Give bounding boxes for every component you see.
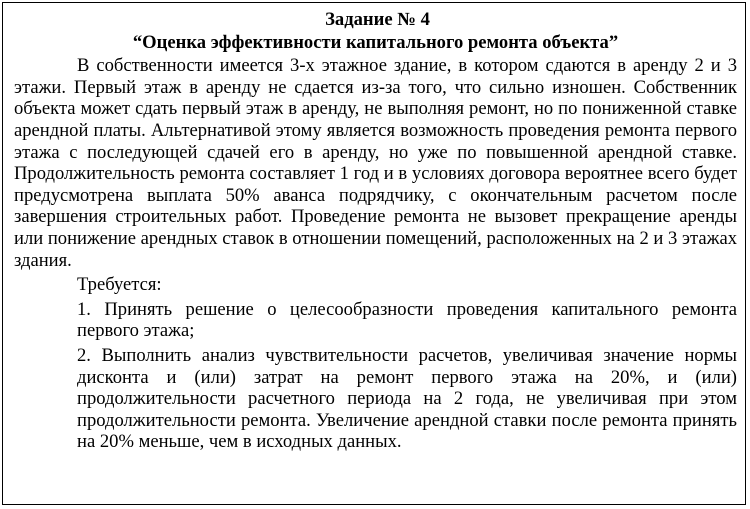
task-subtitle: “Оценка эффективности капитального ремонта объекта” [132,31,619,53]
task-document [2,2,746,505]
requirement-item-1: 1. Принять решение о целесообразности проведения капитального ремонта первого этажа; [77,298,737,342]
requirement-item-2: 2. Выполнить анализ чувствительности расчетов, увеличивая значение нормы дисконта и (или) затрат на ремонт первого этажа на 20%, и (или) продолжительности расчетного периода на 2 года, не увеличивая при этом продолжительности ремонта. Увеличение арендной ставки после ремонта принять на 20% меньше, чем в исходных данных. [77,344,737,453]
task-title: Задание № 4 [325,9,430,30]
requirement-label: Требуется: [77,274,162,296]
task-body-paragraph: В собственности имеется 3-х этажное здание, в котором сдаются в аренду 2 и 3 этажи. Первый этаж в аренду не сдается из-за того, что сильно изношен. Собственник объекта может сдать первый этаж в аренду, не выполняя ремонт, но по пониженной ставке арендной платы. Альтернативой этому является возможность проведения ремонта первого этажа с последующей сдачей его в аренду, но уже по повышенной арендной ставке. Продолжительность ремонта составляет 1 год и в условиях договора вероятнее всего будет предусмотрена выплата 50% аванса подрядчику, с окончательным расчетом после завершения строительных работ. Проведение ремонта не вызовет прекращение аренды или понижение арендных ставок в отношении помещений, расположенных на 2 и 3 этажах здания. [14,55,737,271]
